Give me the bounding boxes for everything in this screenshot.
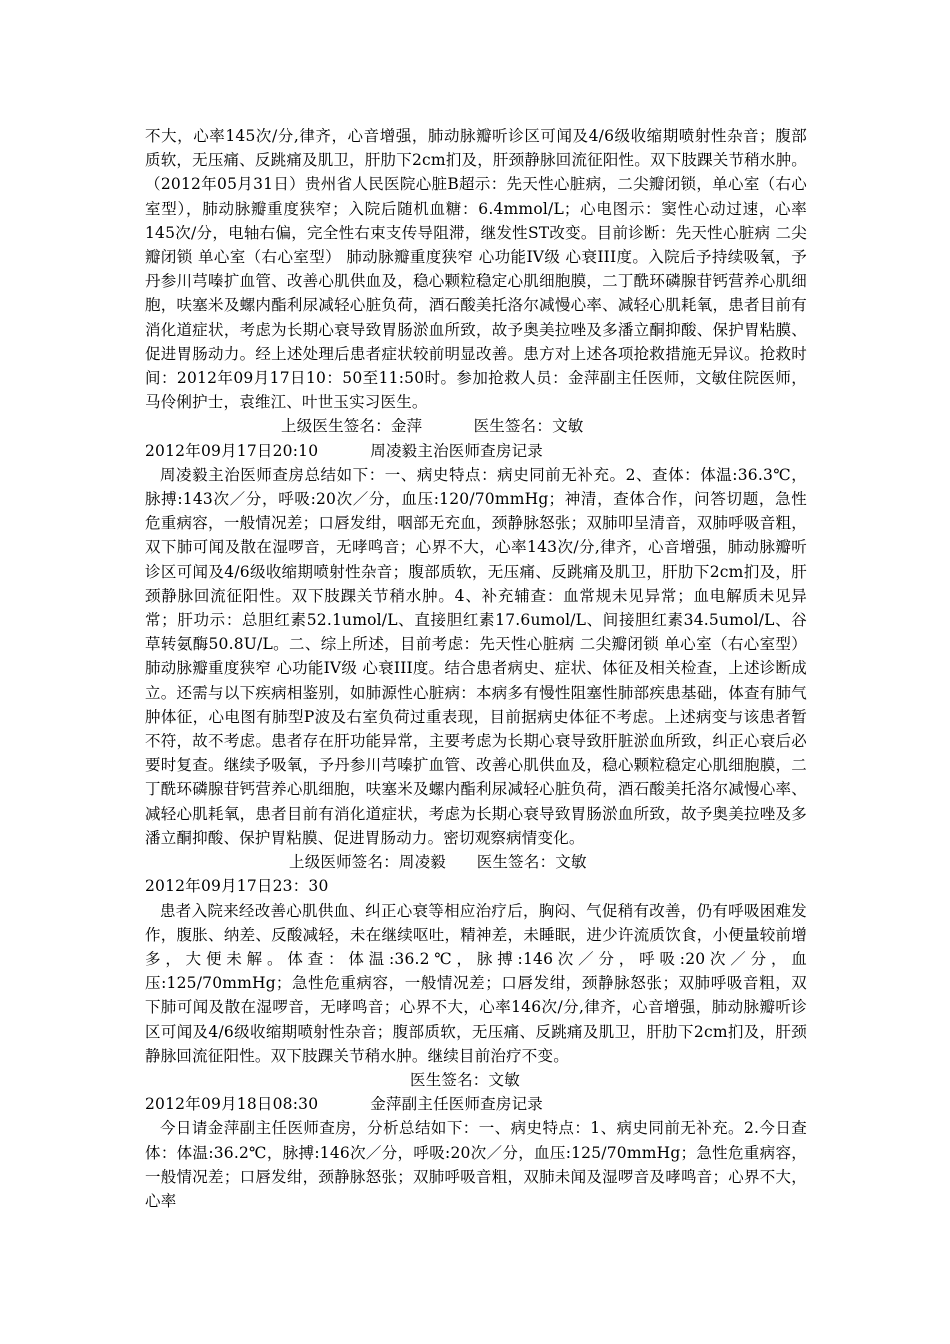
document-page [145,124,807,1213]
paragraph-attending-rounds: 周凌毅主治医师查房总结如下：一、病史特点：病史同前无补充。2、查体：体温:36.3℃，脉搏:143次／分，呼吸:20次／分，血压:120/70mmHg；神清，查体合作，问答切题，急性危重病容，一般情况差；口唇发绀，咽部无充血，颈静脉怒张；双肺叩呈清音，双肺呼吸音粗，双下肺可闻及散在湿啰音，无哮鸣音；心界不大，心率143次/分,律齐，心音增强，肺动脉瓣听诊区可闻及4/6级收缩期喷射性杂音；腹部质软，无压痛、反跳痛及肌卫，肝肋下2cm扪及，肝颈静脉回流征阳性。双下肢踝关节稍水肿。4、补充辅查：血常规未见异常；血电解质未见异常；肝功示：总胆红素52.1umol/L、直接胆红素17.6umol/L、间接胆红素34.5umol/L、谷草转氨酶50.8U/L。二、综上所述，目前考虑：先天性心脏病 二尖瓣闭锁 单心室（右心室型） 肺动脉瓣重度狭窄 心功能IV级 心衰III度。结合患者病史、症状、体征及相关检查，上述诊断成立。还需与以下疾病相鉴别，如肺源性心脏病：本病多有慢性阻塞性肺部疾患基础，体查有肺气肿体征，心电图有肺型P波及右室负荷过重表现，目前据病史体征不考虑。上述病变与该患者暂不符，故不考虑。患者存在肝功能异常，主要考虑为长期心衰导致肝脏淤血所致，纠正心衰后必要时复查。继续予吸氧，予丹参川芎嗪扩血管、改善心肌供血及，稳心颗粒稳定心肌细胞膜，二丁酰环磷腺苷钙营养心肌细胞，呋塞米及螺内酯利尿减轻心脏负荷，酒石酸美托洛尔减慢心率、减轻心肌耗氧，患者目前有消化道症状，考虑为长期心衰导致胃肠淤血所致，故予奥美拉唑及多潘立酮抑酸、保护胃粘膜、促进胃肠动力。密切观察病情变化。 [145,465,807,847]
record-date-4: 2012年09月18日08:30 [145,1095,319,1114]
record-title-4: 金萍副主任医师查房记录 [370,1095,543,1114]
record-heading-2 [145,439,807,463]
paragraph-associate-chief-rounds: 今日请金萍副主任医师查房，分析总结如下：一、病史特点：1、病史同前无补充。2.今日查体：体温:36.2℃，脉搏:146次／分，呼吸:20次／分，血压:125/70mmHg；急性危重病容，一般情况差；口唇发绀，颈静脉怒张；双肺呼吸音粗，双肺未闻及湿啰音及哮鸣音；心界不大，心率 [145,1119,807,1210]
record-date-3: 2012年09月17日23：30 [145,877,329,896]
record-title-2: 周凌毅主治医师查房记录 [370,441,543,460]
record-heading-4 [145,1092,807,1116]
paragraph-rescue-record: 不大，心率145次/分,律齐，心音增强，肺动脉瓣听诊区可闻及4/6级收缩期喷射性杂音；腹部质软，无压痛、反跳痛及肌卫，肝肋下2cm扪及，肝颈静脉回流征阳性。双下肢踝关节稍水肿。（2012年05月31日）贵州省人民医院心脏B超示：先天性心脏病，二尖瓣闭锁，单心室（右心室型），肺动脉瓣重度狭窄；入院后随机血糖：6.4mmol/L；心电图示：窦性心动过速，心率145次/分，电轴右偏，完全性右束支传导阻滞，继发性ST改变。目前诊断：先天性心脏病 二尖瓣闭锁 单心室（右心室型） 肺动脉瓣重度狭窄 心功能IV级 心衰III度。入院后予持续吸氧，予丹参川芎嗪扩血管、改善心肌供血及，稳心颗粒稳定心肌细胞膜，二丁酰环磷腺苷钙营养心肌细胞，呋塞米及螺内酯利尿减轻心脏负荷，酒石酸美托洛尔减慢心率、减轻心肌耗氧，患者目前有消化道症状，考虑为长期心衰导致胃肠淤血所致，故予奥美拉唑及多潘立酮抑酸、保护胃粘膜、促进胃肠动力。经上述处理后患者症状较前明显改善。患方对上述各项抢救措施无异议。抢救时间：2012年09月17日10：50至11:50时。参加抢救人员：金萍副主任医师，文敏住院医师，马伶俐护士，袁维江、叶世玉实习医生。 [145,127,807,412]
paragraph-progress-note: 患者入院来经改善心肌供血、纠正心衰等相应治疗后，胸闷、气促稍有改善，仍有呼吸困难发作，腹胀、纳差、反酸减轻，未在继续呕吐，精神差，未睡眠，进少许流质饮食，小便量较前增多，大便未解。体查：体温:36.2℃，脉搏:146次／分，呼吸:20次／分，血压:125/70mmHg；急性危重病容，一般情况差；口唇发绀，颈静脉怒张；双肺呼吸音粗，双下肺可闻及散在湿啰音，无哮鸣音；心界不大，心率146次/分,律齐，心音增强，肺动脉瓣听诊区可闻及4/6级收缩期喷射性杂音；腹部质软，无压痛、反跳痛及肌卫，肝肋下2cm扪及，肝颈静脉回流征阳性。双下肢踝关节稍水肿。继续目前治疗不变。 [145,901,807,1065]
record-heading-3 [145,874,807,898]
signature-line-1: 上级医生签名：金萍 医生签名：文敏 [281,417,584,436]
signature-line-2: 上级医师签名：周凌毅 医生签名：文敏 [289,853,587,872]
record-date-2: 2012年09月17日20:10 [145,441,319,460]
signature-line-3: 医生签名：文敏 [410,1070,520,1089]
